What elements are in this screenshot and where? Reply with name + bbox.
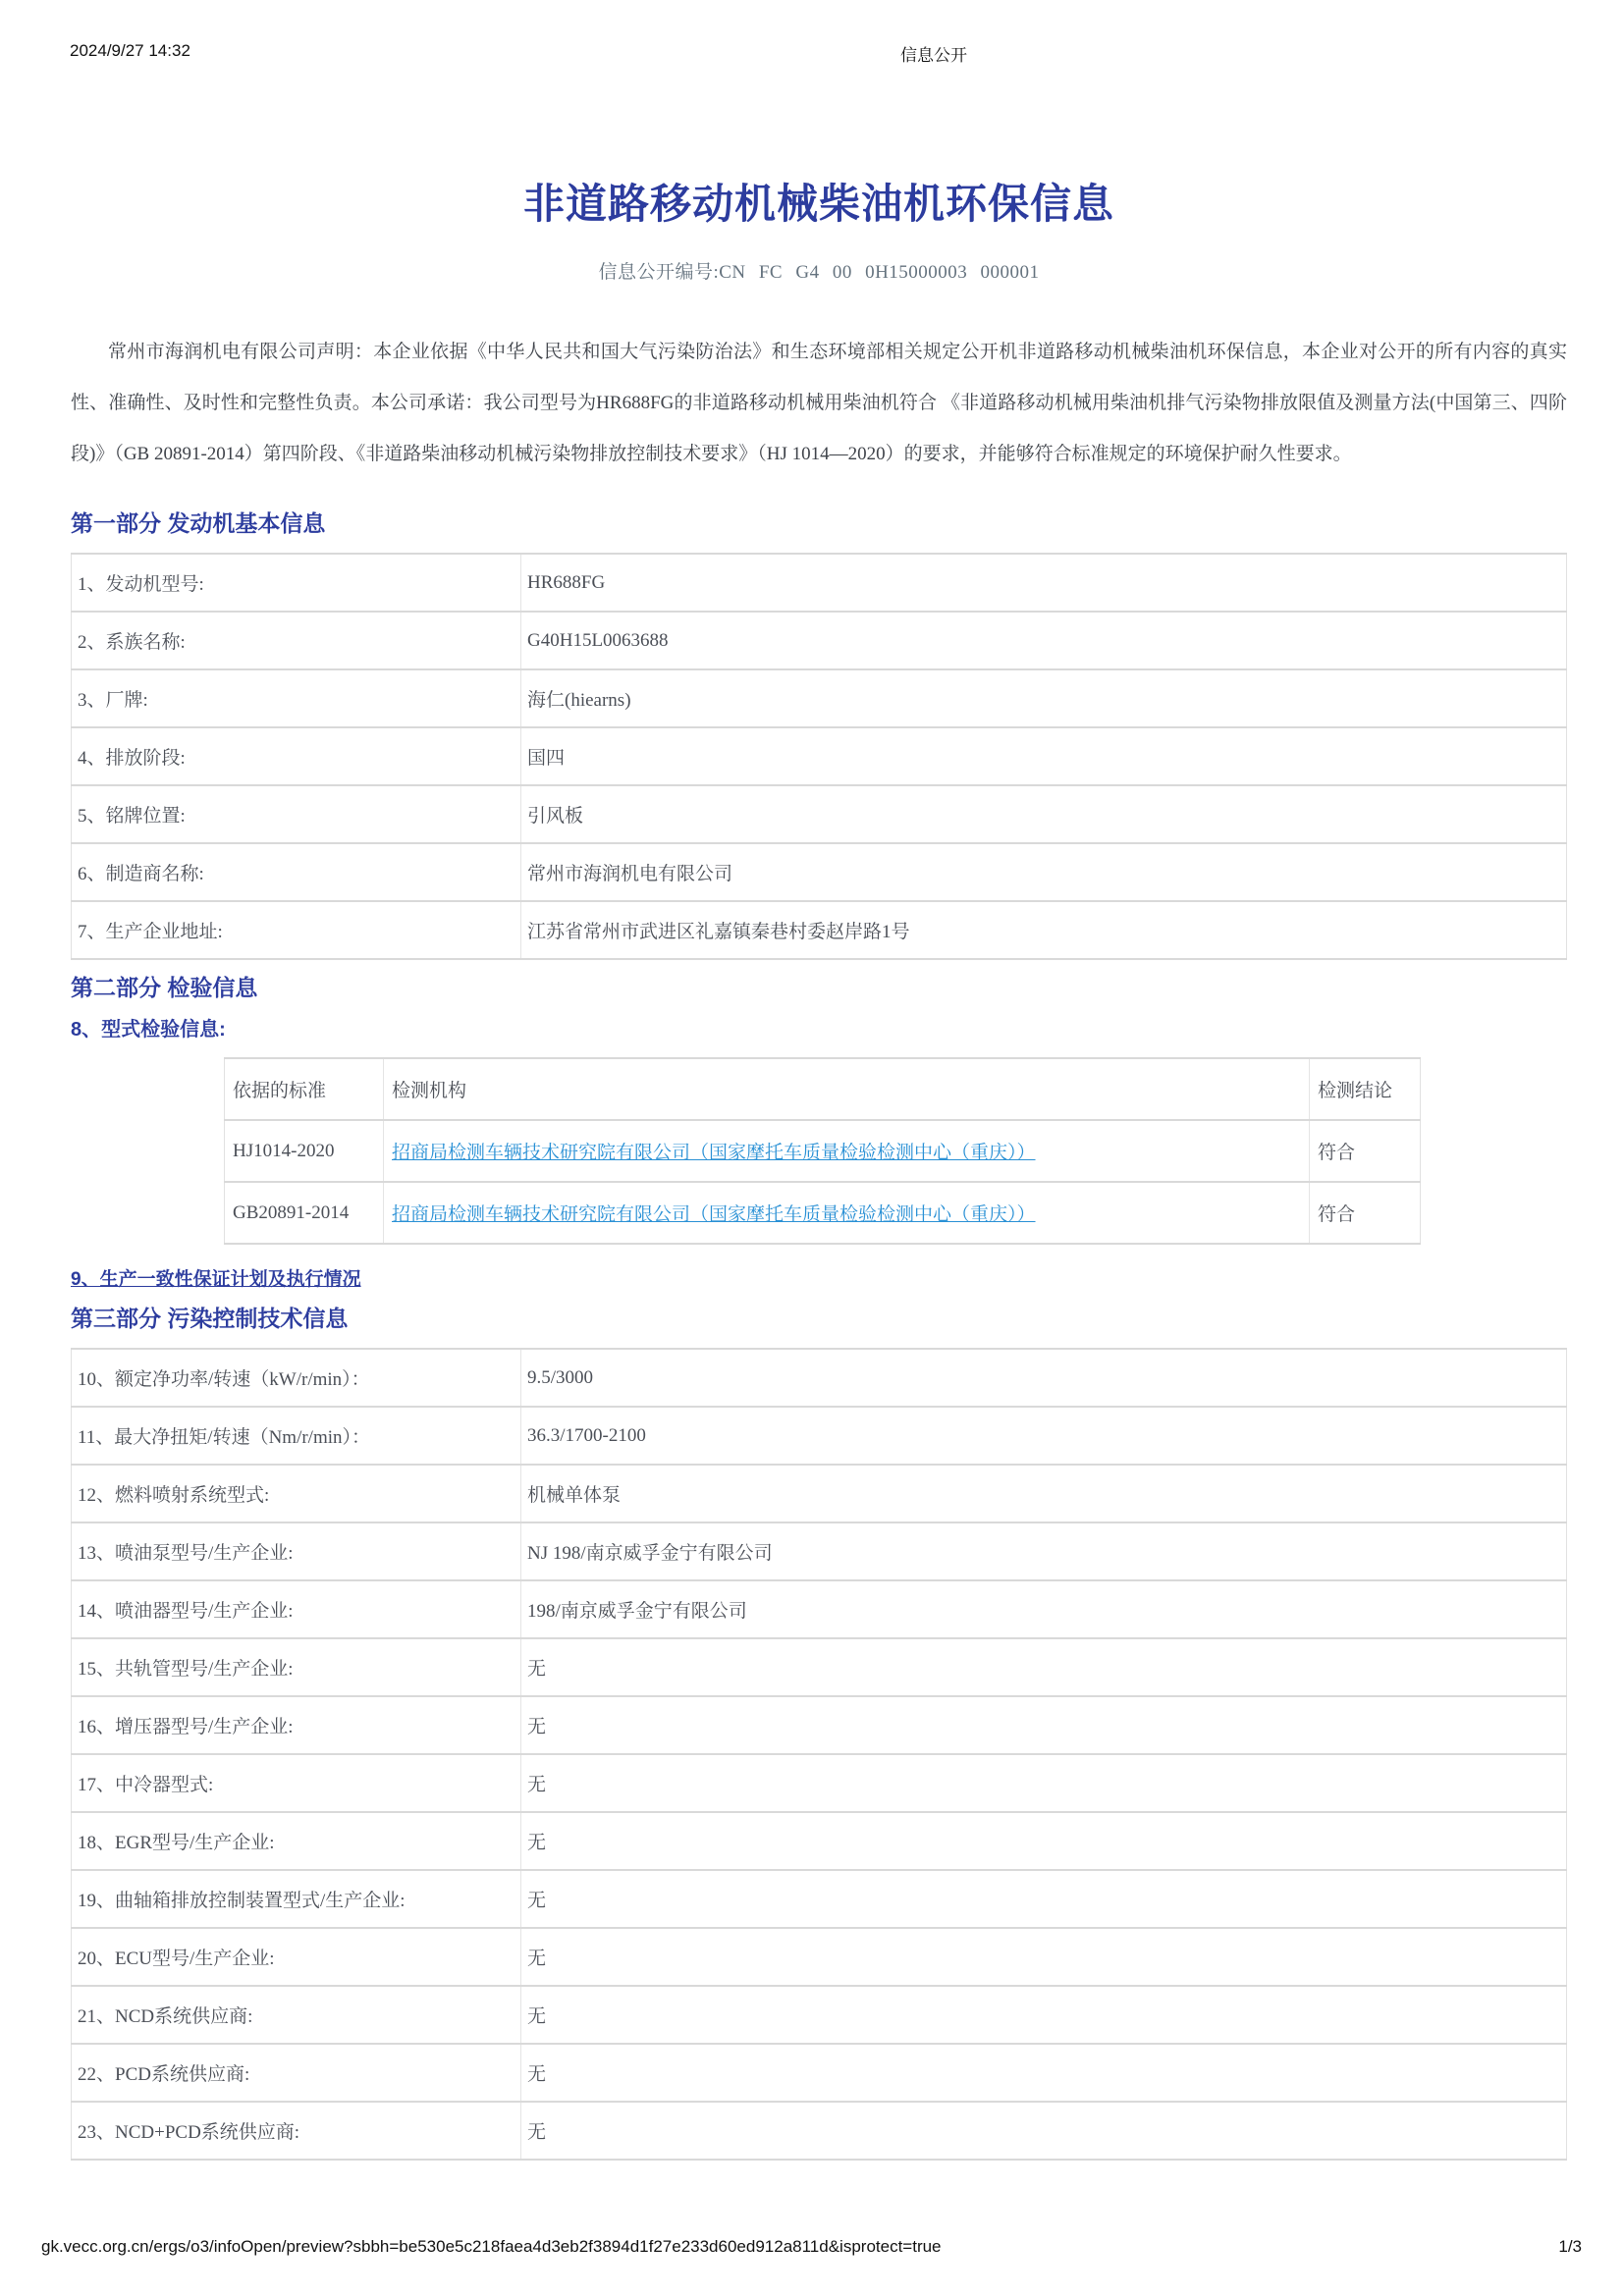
- row-value: 无: [521, 1870, 1567, 1928]
- document-content: [71, 0, 1567, 2161]
- table-row: [72, 1349, 1567, 1407]
- table-row: [72, 1812, 1567, 1870]
- table-row: [72, 1522, 1567, 1580]
- row-value: NJ 198/南京威孚金宁有限公司: [521, 1522, 1567, 1580]
- table-row: [72, 1754, 1567, 1812]
- table-row: [72, 901, 1567, 959]
- row-label: 22、PCD系统供应商:: [72, 2044, 521, 2102]
- row-value: 36.3/1700-2100: [521, 1407, 1567, 1465]
- row-label: 21、NCD系统供应商:: [72, 1986, 521, 2044]
- section2-heading: 第二部分 检验信息: [71, 975, 258, 1000]
- row-value: 无: [521, 1696, 1567, 1754]
- row-value: 无: [521, 1928, 1567, 1986]
- row-label: 17、中冷器型式:: [72, 1754, 521, 1812]
- table-row: [72, 1928, 1567, 1986]
- agency-cell: [384, 1120, 1310, 1182]
- type-test-table: [224, 1057, 1421, 1245]
- row-value: 无: [521, 1638, 1567, 1696]
- table-row: [72, 1638, 1567, 1696]
- table-header-row: [225, 1058, 1421, 1120]
- table-row: [72, 785, 1567, 843]
- table-row: [72, 669, 1567, 727]
- row-value: 无: [521, 2102, 1567, 2160]
- result-column-header: 检测结论: [1310, 1058, 1421, 1120]
- test-agency-link[interactable]: 招商局检测车辆技术研究院有限公司（国家摩托车质量检验检测中心（重庆））: [392, 1143, 1036, 1163]
- row-value: G40H15L0063688: [521, 612, 1567, 669]
- print-datetime: 2024/9/27 14:32: [70, 41, 190, 60]
- row-value: 机械单体泵: [521, 1465, 1567, 1522]
- row-label: 10、额定净功率/转速（kW/r/min）：: [72, 1349, 521, 1407]
- document-title: 非道路移动机械柴油机环保信息: [522, 181, 1114, 227]
- agency-column-header: 检测机构: [384, 1058, 1310, 1120]
- table-row: [72, 1407, 1567, 1465]
- row-label: 16、增压器型号/生产企业:: [72, 1696, 521, 1754]
- row-label: 6、制造商名称:: [72, 843, 521, 901]
- row-label: 2、系族名称:: [72, 612, 521, 669]
- row-value: 无: [521, 2044, 1567, 2102]
- declaration-paragraph: 常州市海润机电有限公司声明：本企业依据《中华人民共和国大气污染防治法》和生态环境部相关规定公开机非道路移动机械柴油机环保信息，本企业对公开的所有内容的真实性、准确性、及时性和完整性负责。本公司承诺：我公司型号为HR688FG的非道路移动机械用柴油机符合 《非道路移动机械用柴油机排气污染物排放限值及测量方法(中国第三、四阶段)》（GB 20891-2014）第四阶段、《非道路柴油移动机械污染物排放控制技术要求》（HJ 1014—2020）的要求，并能够符合标准规定的环境保护耐久性要求。: [71, 342, 1567, 464]
- table-row: [72, 1465, 1567, 1522]
- table-row: [72, 1986, 1567, 2044]
- test-agency-link[interactable]: 招商局检测车辆技术研究院有限公司（国家摩托车质量检验检测中心（重庆））: [392, 1204, 1036, 1225]
- row-value: 无: [521, 1812, 1567, 1870]
- production-consistency-link[interactable]: 9、生产一致性保证计划及执行情况: [71, 1269, 361, 1290]
- row-value: 江苏省常州市武进区礼嘉镇秦巷村委赵岸路1号: [521, 901, 1567, 959]
- row-value: 国四: [521, 727, 1567, 785]
- pollution-control-table: [71, 1348, 1567, 2161]
- row-label: 5、铭牌位置:: [72, 785, 521, 843]
- agency-cell: [384, 1182, 1310, 1244]
- table-row: [72, 2044, 1567, 2102]
- table-row: [72, 554, 1567, 612]
- row-label: 3、厂牌:: [72, 669, 521, 727]
- result-cell: 符合: [1310, 1120, 1421, 1182]
- section3-heading: 第三部分 污染控制技术信息: [71, 1306, 349, 1331]
- row-label: 4、排放阶段:: [72, 727, 521, 785]
- footer-page-indicator: 1/3: [1558, 2237, 1582, 2256]
- table-row: [72, 612, 1567, 669]
- table-row: [72, 1870, 1567, 1928]
- print-footer: [41, 2237, 1582, 2257]
- standard-cell: GB20891-2014: [225, 1182, 384, 1244]
- table-row: [72, 1580, 1567, 1638]
- doc-number: 信息公开编号:CN FC G4 00 0H15000003 000001: [598, 262, 1040, 283]
- table-row: [225, 1182, 1421, 1244]
- row-label: 19、曲轴箱排放控制装置型式/生产企业:: [72, 1870, 521, 1928]
- row-label: 11、最大净扭矩/转速（Nm/r/min）：: [72, 1407, 521, 1465]
- row-label: 13、喷油泵型号/生产企业:: [72, 1522, 521, 1580]
- row-value: 无: [521, 1986, 1567, 2044]
- row-label: 12、燃料喷射系统型式:: [72, 1465, 521, 1522]
- row-label: 14、喷油器型号/生产企业:: [72, 1580, 521, 1638]
- row-label: 23、NCD+PCD系统供应商:: [72, 2102, 521, 2160]
- row-label: 1、发动机型号:: [72, 554, 521, 612]
- row-value: 9.5/3000: [521, 1349, 1567, 1407]
- row-value: 198/南京威孚金宁有限公司: [521, 1580, 1567, 1638]
- standard-column-header: 依据的标准: [225, 1058, 384, 1120]
- table-row: [72, 843, 1567, 901]
- table-row: [72, 2102, 1567, 2160]
- table-row: [72, 727, 1567, 785]
- row-value: 海仁(hiearns): [521, 669, 1567, 727]
- result-cell: 符合: [1310, 1182, 1421, 1244]
- row-value: 引风板: [521, 785, 1567, 843]
- row-label: 7、生产企业地址:: [72, 901, 521, 959]
- row-label: 20、ECU型号/生产企业:: [72, 1928, 521, 1986]
- row-label: 15、共轨管型号/生产企业:: [72, 1638, 521, 1696]
- type-test-info-label: 8、型式检验信息:: [71, 1019, 226, 1041]
- table-row: [72, 1696, 1567, 1754]
- row-value: HR688FG: [521, 554, 1567, 612]
- table-row: [225, 1120, 1421, 1182]
- print-header-title: 信息公开: [900, 46, 967, 65]
- engine-basic-info-table: [71, 553, 1567, 960]
- row-value: 常州市海润机电有限公司: [521, 843, 1567, 901]
- footer-url: gk.vecc.org.cn/ergs/o3/infoOpen/preview?sbbh=be530e5c218faea4d3eb2f3894d1f27e233d60ed912a811d&isprotect=true: [41, 2237, 942, 2256]
- row-label: 18、EGR型号/生产企业:: [72, 1812, 521, 1870]
- row-value: 无: [521, 1754, 1567, 1812]
- section1-heading: 第一部分 发动机基本信息: [71, 510, 326, 536]
- standard-cell: HJ1014-2020: [225, 1120, 384, 1182]
